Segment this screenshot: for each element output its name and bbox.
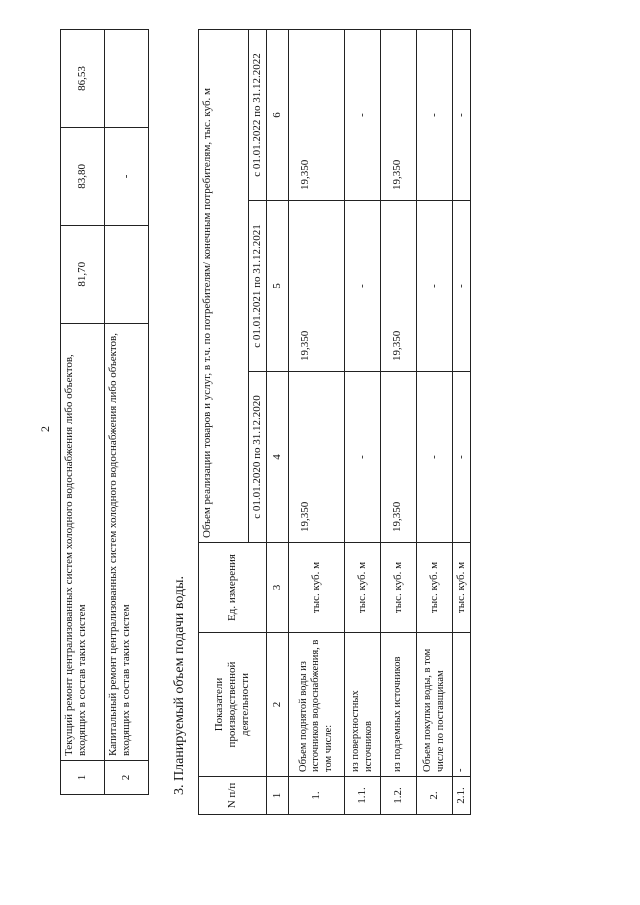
row-number: 1.2. (381, 777, 417, 815)
column-number: 5 (267, 201, 289, 372)
value-cell (105, 225, 149, 323)
header-period-2021: с 01.01.2021 по 31.12.2021 (249, 201, 267, 372)
row-indicator: из подземных источников (381, 633, 417, 777)
table-row (105, 30, 149, 795)
row-number: 1 (61, 761, 105, 795)
value-cell (105, 30, 149, 128)
table-row (453, 30, 471, 815)
value-cell: 19,350 (289, 30, 345, 201)
value-cell: 19,350 (381, 372, 417, 543)
page-number: 2 (38, 426, 52, 432)
row-indicator: Объем покупки воды, в том числе по поставщикам (417, 633, 453, 777)
repair-costs-table (60, 29, 149, 795)
row-indicator: Объем поднятой воды из источников водоснабжения, в том числе: (289, 633, 345, 777)
row-number: 2. (417, 777, 453, 815)
header-indicator: Показатели производственной деятельности (199, 633, 267, 777)
table-row (289, 30, 345, 815)
value-cell: 83,80 (61, 127, 105, 225)
value-cell: - (417, 372, 453, 543)
value-cell: - (453, 372, 471, 543)
row-unit: тыс. куб. м (381, 543, 417, 633)
column-number: 6 (267, 30, 289, 201)
value-cell: 86,53 (61, 30, 105, 128)
column-numbers-row (267, 30, 289, 815)
value-cell: - (453, 30, 471, 201)
row-number: 1. (289, 777, 345, 815)
table-row (61, 30, 105, 795)
row-number: 2 (105, 761, 149, 795)
row-indicator: из поверхностных источников (345, 633, 381, 777)
value-cell: - (453, 201, 471, 372)
water-volume-table (198, 29, 471, 815)
value-cell: - (345, 201, 381, 372)
row-name: Текущий ремонт централизованных систем холодного водоснабжения либо объектов, входящих в состав таких систем (61, 323, 105, 760)
value-cell: - (345, 30, 381, 201)
section-title: 3. Планируемый объем подачи воды. (172, 575, 187, 795)
row-unit: тыс. куб. м (345, 543, 381, 633)
header-row (199, 30, 249, 815)
value-cell: - (417, 30, 453, 201)
value-cell: 19,350 (381, 201, 417, 372)
column-number: 1 (267, 777, 289, 815)
header-number: N п/п (199, 777, 267, 815)
header-period-2022: с 01.01.2022 по 31.12.2022 (249, 30, 267, 201)
row-unit: тыс. куб. м (453, 543, 471, 633)
table-row (381, 30, 417, 815)
value-cell: - (105, 127, 149, 225)
row-number: 1.1. (345, 777, 381, 815)
row-unit: тыс. куб. м (417, 543, 453, 633)
header-volume: Объем реализации товаров и услуг, в т.ч. по потребителям/ конечным потребителям, тыс. куб. м (199, 30, 249, 543)
table-row (417, 30, 453, 815)
row-unit: тыс. куб. м (289, 543, 345, 633)
value-cell: 19,350 (381, 30, 417, 201)
value-cell: - (345, 372, 381, 543)
row-name: Капитальный ремонт централизованных систем холодного водоснабжения либо объектов, входящих в состав таких систем (105, 323, 149, 760)
row-indicator: - (453, 633, 471, 777)
header-unit: Ед. измерения (199, 543, 267, 633)
value-cell: 81,70 (61, 225, 105, 323)
value-cell: - (417, 201, 453, 372)
column-number: 4 (267, 372, 289, 543)
column-number: 2 (267, 633, 289, 777)
header-period-2020: с 01.01.2020 по 31.12.2020 (249, 372, 267, 543)
row-number: 2.1. (453, 777, 471, 815)
value-cell: 19,350 (289, 372, 345, 543)
column-number: 3 (267, 543, 289, 633)
table-row (345, 30, 381, 815)
value-cell: 19,350 (289, 201, 345, 372)
